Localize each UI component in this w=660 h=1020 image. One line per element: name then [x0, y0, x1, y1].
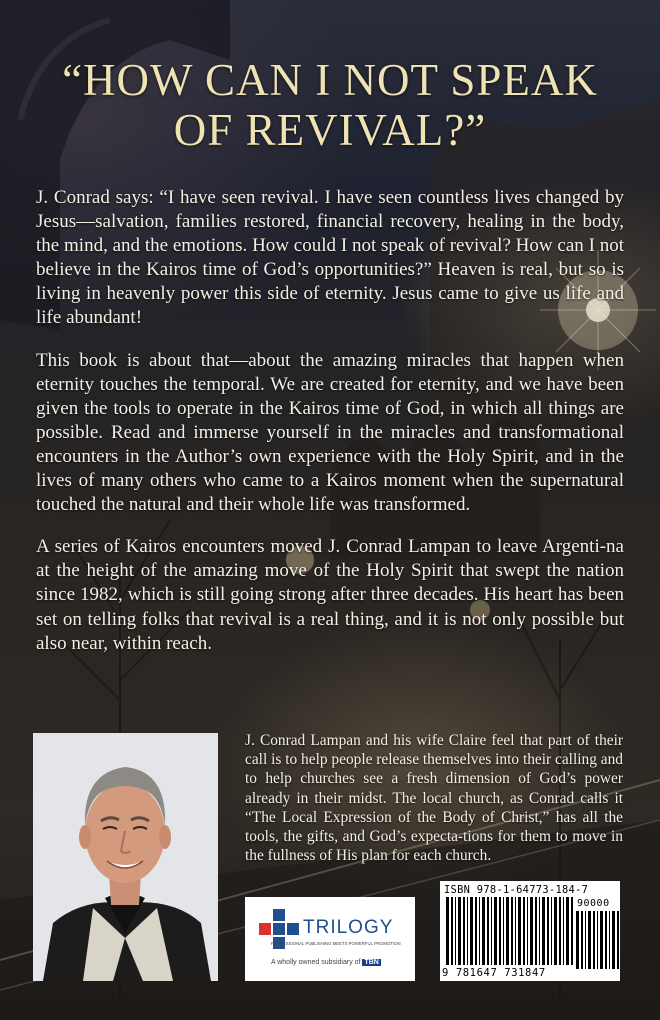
price-code: 90000	[577, 898, 610, 909]
paragraph: J. Conrad says: “I have seen revival. I have seen countless lives changed by Jesus—salvation, families restored, financial recovery, healing in the body, the mind, and the emotions. How could I not speak of revival? How can I not believe in the Kairos time of God’s opportunities?” Heaven is real, but so is living in heavenly power this side of eternity. Jesus came to give us life and life abundant!	[36, 187, 624, 329]
publisher-logo	[245, 897, 415, 981]
headline: “HOW CAN I NOT SPEAK OF REVIVAL?”	[62, 55, 598, 155]
barcode-bar	[515, 897, 516, 965]
barcode-bar	[547, 897, 549, 965]
barcode-bar	[593, 911, 595, 969]
barcode-bar	[491, 897, 492, 965]
barcode-bar	[612, 911, 615, 969]
barcode-bar	[455, 897, 456, 965]
barcode-bar	[576, 911, 579, 969]
ean-digits: 9 781647 731847	[442, 967, 546, 979]
barcode-bar	[518, 897, 521, 965]
barcode-bar	[506, 897, 509, 965]
barcode-bar	[600, 911, 603, 969]
author-photo	[33, 733, 218, 981]
barcode-bar	[463, 897, 465, 965]
barcode-bar	[588, 911, 591, 969]
barcode-bar	[458, 897, 461, 965]
barcode-bar	[503, 897, 504, 965]
barcode-bar	[539, 897, 540, 965]
price-barcode-bars	[576, 911, 620, 969]
barcode-bar	[581, 911, 583, 969]
barcode-bar	[566, 897, 569, 965]
description	[36, 186, 624, 674]
barcode-bar	[559, 897, 561, 965]
barcode-bar	[617, 911, 619, 969]
barcode-bar	[542, 897, 545, 965]
barcode-bar	[499, 897, 501, 965]
barcode-bar	[487, 897, 489, 965]
barcode-bar	[551, 897, 552, 965]
barcode-bar	[530, 897, 533, 965]
publisher-name: TRILOGY	[303, 917, 394, 938]
barcode-bar	[563, 897, 564, 965]
paragraph: This book is about that—about the amazing miracles that happen when eternity touches the temporal. We are created for eternity, and we have been given the tools to operate in the Kairos time of God, in which all things are possible. Read and immerse yourself in the miracles and transformational encounters in the Author’s own experience with the Holy Spirit, and in the lives of many others who came to a Kairos moment when the supernatural touched the natural and their whole life was transformed.	[36, 349, 624, 516]
barcode-bar	[511, 897, 513, 965]
barcode-bar	[609, 911, 610, 969]
isbn-text: ISBN 978-1-64773-184-7	[444, 884, 589, 896]
parent-company: TBN	[364, 959, 379, 966]
barcode-bar	[479, 897, 480, 965]
barcode-bar	[527, 897, 528, 965]
barcode-bar	[535, 897, 537, 965]
barcode-bar	[451, 897, 453, 965]
author-portrait-image	[33, 733, 218, 981]
subsidiary-prefix: A wholly owned subsidiary of	[271, 959, 361, 966]
barcode-bar	[494, 897, 497, 965]
barcode-bar	[482, 897, 485, 965]
author-bio: J. Conrad Lampan and his wife Claire feel that part of their call is to help people release themselves into their calling and to help churches see a fresh dimension of God’s power already in their midst. The local church, as Conrad calls it “The Local Expression of the Body of Christ,” has all the tools, the gifts, and God’s expecta-tions for them to move in the fullness of His plan for each church.	[245, 732, 623, 865]
barcode-bar	[475, 897, 477, 965]
barcode-bar	[571, 897, 573, 965]
barcode-bar	[523, 897, 525, 965]
publisher-subsidiary	[271, 959, 411, 966]
barcode-bar	[470, 897, 473, 965]
barcode-bar	[467, 897, 468, 965]
barcode-bar	[446, 897, 449, 965]
barcode-bar	[597, 911, 598, 969]
paragraph: A series of Kairos encounters moved J. Conrad Lampan to leave Argenti-na at the height of the amazing move of the Holy Spirit that swept the nation since 1982, which is still going strong after three decades. His heart has been set on telling folks that revival is a real thing, and it is not only possible but also near, within reach.	[36, 536, 624, 654]
barcode-bar	[585, 911, 586, 969]
barcode-bar	[605, 911, 607, 969]
publisher-tagline: PROFESSIONAL PUBLISHING MEETS POWERFUL PROMOTION	[271, 941, 401, 946]
barcode-bars	[446, 897, 574, 965]
isbn-barcode	[440, 881, 620, 981]
barcode-bar	[554, 897, 557, 965]
